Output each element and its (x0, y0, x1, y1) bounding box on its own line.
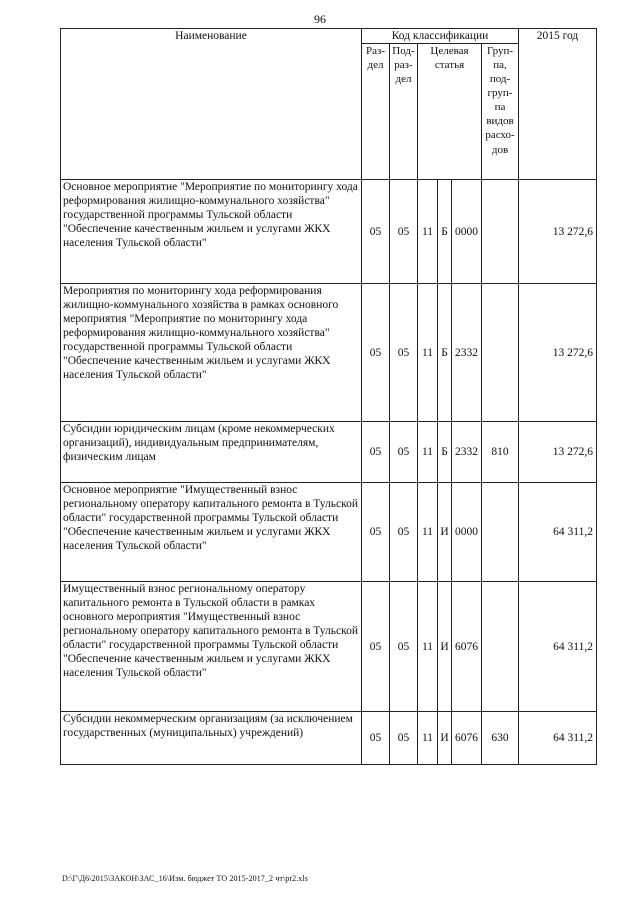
footer-file-path: D:\Г\Д6\2015\ЗАКОН\ЗАС_16\Изм. бюджет ТО 2015-2017_2 чт\pr2.xls (62, 874, 308, 883)
row-group (482, 582, 519, 712)
row-razdel: 05 (362, 582, 390, 712)
header-podrazdel: Под-раз-дел (390, 44, 418, 180)
header-code: Код классификации (362, 29, 519, 44)
row-target-code: 6076 (452, 582, 482, 712)
header-group: Груп-па, под-груп-па видов расхо-дов (482, 44, 519, 180)
row-amount: 64 311,2 (519, 582, 597, 712)
table-row (61, 483, 597, 582)
row-group (482, 483, 519, 582)
row-target-code: 0000 (452, 483, 482, 582)
table-row (61, 582, 597, 712)
row-podrazdel: 05 (390, 712, 418, 765)
table-row (61, 422, 597, 483)
header-name: Наименование (61, 29, 362, 180)
row-name: Основное мероприятие "Имущественный взнос региональному оператору капитального ремонта в Тульской области" государственной программы Тульской области "Обеспечение качественным жильем и услугами ЖКХ населения Тульской области" (61, 483, 362, 582)
header-year: 2015 год (519, 29, 597, 180)
table-row (61, 180, 597, 284)
row-target-program: 11 (418, 284, 438, 422)
row-amount: 64 311,2 (519, 483, 597, 582)
header-razdel: Раз-дел (362, 44, 390, 180)
row-name: Субсидии некоммерческим организациям (за исключением государственных (муниципальных) учреждений) (61, 712, 362, 765)
row-group: 810 (482, 422, 519, 483)
row-podrazdel: 05 (390, 582, 418, 712)
row-podrazdel: 05 (390, 483, 418, 582)
row-target-program: 11 (418, 582, 438, 712)
row-target-letter: Б (438, 284, 452, 422)
row-razdel: 05 (362, 284, 390, 422)
row-target-code: 2332 (452, 284, 482, 422)
row-name: Имущественный взнос региональному оператору капитального ремонта в Тульской области в рамках основного мероприятия "Имущественный взнос региональному оператору капитального ремонта в Тульской области" государственной программы Тульской области "Обеспечение качественным жильем и услугами ЖКХ населения Тульской области" (61, 582, 362, 712)
row-target-letter: И (438, 582, 452, 712)
row-razdel: 05 (362, 712, 390, 765)
row-razdel: 05 (362, 422, 390, 483)
table-row (61, 712, 597, 765)
row-target-program: 11 (418, 180, 438, 284)
row-target-code: 2332 (452, 422, 482, 483)
row-target-program: 11 (418, 483, 438, 582)
row-group (482, 180, 519, 284)
row-podrazdel: 05 (390, 284, 418, 422)
row-target-letter: Б (438, 422, 452, 483)
row-podrazdel: 05 (390, 180, 418, 284)
row-amount: 13 272,6 (519, 284, 597, 422)
row-name: Основное мероприятие "Мероприятие по мониторингу хода реформирования жилищно-коммунального хозяйства" государственной программы Тульской области "Обеспечение качественным жильем и услугами ЖКХ населения Тульской области" (61, 180, 362, 284)
row-amount: 13 272,6 (519, 422, 597, 483)
row-razdel: 05 (362, 180, 390, 284)
header-row-top (61, 29, 597, 44)
row-group: 630 (482, 712, 519, 765)
row-target-code: 6076 (452, 712, 482, 765)
row-name: Субсидии юридическим лицам (кроме некоммерческих организаций), индивидуальным предпринимателям, физическим лицам (61, 422, 362, 483)
row-podrazdel: 05 (390, 422, 418, 483)
page-number: 96 (314, 12, 326, 26)
row-amount: 13 272,6 (519, 180, 597, 284)
row-target-letter: И (438, 712, 452, 765)
row-group (482, 284, 519, 422)
table-row (61, 284, 597, 422)
row-name: Мероприятия по мониторингу хода реформирования жилищно-коммунального хозяйства в рамках основного мероприятия "Мероприятие по мониторингу хода реформирования жилищно-коммунального хозяйства" государственной программы Тульской области "Обеспечение качественным жильем и услугами ЖКХ населения Тульской области" (61, 284, 362, 422)
row-target-code: 0000 (452, 180, 482, 284)
row-target-program: 11 (418, 712, 438, 765)
header-target: Целевая статья (418, 44, 482, 180)
row-amount: 64 311,2 (519, 712, 597, 765)
row-target-program: 11 (418, 422, 438, 483)
row-target-letter: И (438, 483, 452, 582)
row-target-letter: Б (438, 180, 452, 284)
row-razdel: 05 (362, 483, 390, 582)
budget-table (60, 28, 597, 765)
